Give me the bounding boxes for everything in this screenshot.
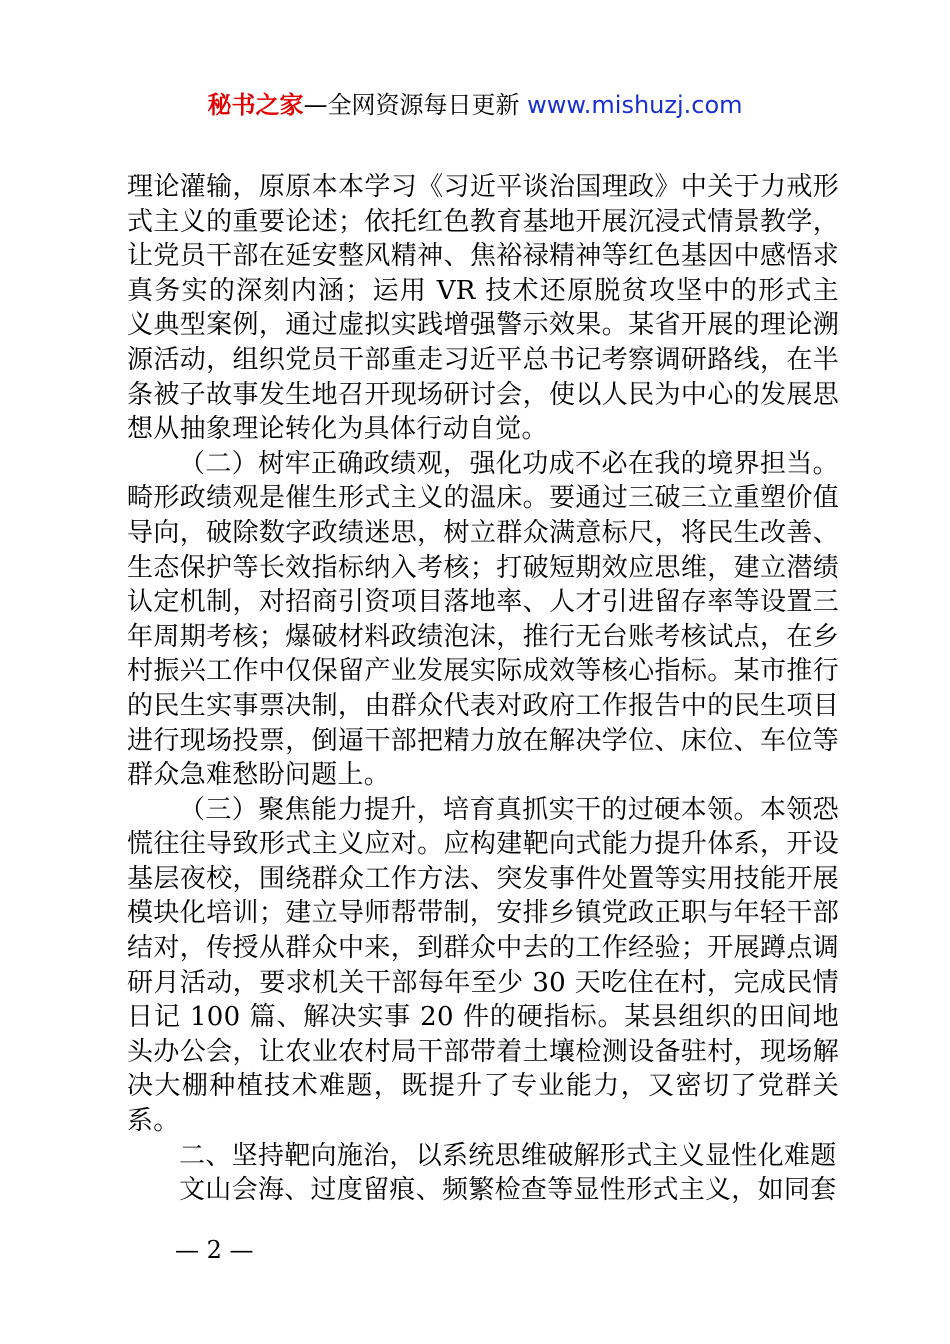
page-number: — 2 —	[175, 1236, 254, 1264]
header-slogan: —全网资源每日更新	[303, 91, 528, 119]
paragraph: 文山会海、过度留痕、频繁检查等显性形式主义，如同套	[179, 1175, 837, 1206]
site-url[interactable]: www.mishuzj.com	[527, 91, 743, 119]
document-body	[127, 170, 839, 1208]
paragraph: 理论灌输，原原本本学习《习近平谈治国理政》中关于力戒形式主义的重要论述；依托红色教育基地开展沉浸式情景教学，让党员干部在延安整风精神、焦裕禄精神等红色基因中感悟求真务实的深刻内涵；运用 VR 技术还原脱贫攻坚中的形式主义典型案例，通过虚拟实践增强警示效果。某省开展的理论溯源活动，组织党员干部重走习近平总书记考察调研路线，在半条被子故事发生地召开现场研讨会，使以人民为中心的发展思想从抽象理论转化为具体行动自觉。	[127, 172, 839, 445]
paragraph: （二）树牢正确政绩观，强化功成不必在我的境界担当。畸形政绩观是催生形式主义的温床。要通过三破三立重塑价值导向，破除数字政绩迷思，树立群众满意标尺，将民生改善、生态保护等长效指标纳入考核；打破短期效应思维，建立潜绩认定机制，对招商引资项目落地率、人才引进留存率等设置三年周期考核；爆破材料政绩泡沫，推行无台账考核试点，在乡村振兴工作中仅保留产业发展实际成效等核心指标。某市推行的民生实事票决制，由群众代表对政府工作报告中的民生项目进行现场投票，倒逼干部把精力放在解决学位、床位、车位等群众急难愁盼问题上。	[127, 448, 839, 791]
section-heading: 二、坚持靶向施治，以系统思维破解形式主义显性化难题	[179, 1140, 837, 1171]
paragraph: （三）聚焦能力提升，培育真抓实干的过硬本领。本领恐慌往往导致形式主义应对。应构建靶向式能力提升体系，开设基层夜校，围绕群众工作方法、突发事件处置等实用技能开展模块化培训；建立导师帮带制，安排乡镇党政正职与年轻干部结对，传授从群众中来，到群众中去的工作经验；开展蹲点调研月活动，要求机关干部每年至少 30 天吃住在村，完成民情日记 100 篇、解决实事 20 件的硬指标。某县组织的田间地头办公会，让农业农村局干部带着土壤检测设备驻村，现场解决大棚种植技术难题，既提升了专业能力，又密切了党群关系。	[127, 794, 839, 1137]
brand-name: 秘书之家	[207, 91, 304, 119]
page-header	[0, 88, 950, 122]
